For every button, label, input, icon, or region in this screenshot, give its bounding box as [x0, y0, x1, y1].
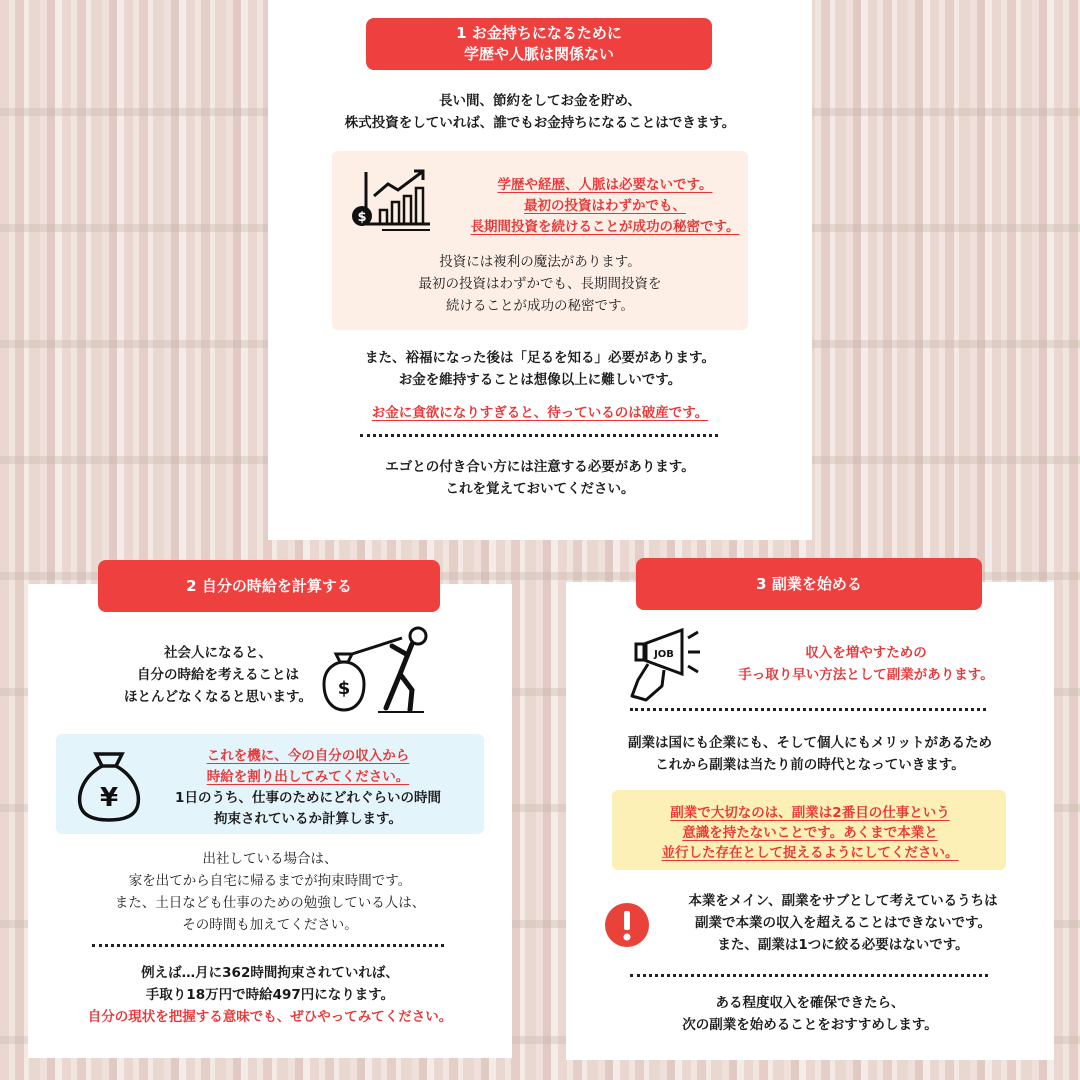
text-line: 続けることが成功の秘密です。 [446, 298, 634, 314]
money-bag-pull-icon [316, 624, 436, 718]
card-2-example [28, 962, 512, 1006]
card-1-highlight [418, 175, 792, 238]
text-line: 自分の現状を把握する意味でも、ぜひやってみてください。 [87, 1009, 453, 1025]
yen-bag-icon [74, 744, 144, 824]
card-1-middle [268, 347, 812, 391]
text-line: 拘束されているか計算します。 [214, 811, 402, 827]
svg-text:$: $ [357, 210, 367, 225]
header-line: 2 自分の時給を計算する [186, 576, 352, 595]
card-3-note [658, 890, 1028, 956]
text-line: 出社している場合は、 [202, 851, 338, 867]
warning-line: お金に貪欲になりすぎると、待っているのは破産です。 [371, 405, 709, 421]
highlight-line: 副業で大切なのは、副業は2番目の仕事という [670, 805, 950, 821]
divider [360, 434, 718, 437]
highlight-line: 並行した存在として捉えるようにしてください。 [661, 845, 959, 861]
card-2-header [98, 560, 440, 612]
text-line: 最初の投資はわずかでも、長期間投資を [418, 276, 662, 292]
text-line: これを覚えておいてください。 [445, 481, 635, 497]
card-3-body [566, 732, 1054, 776]
header-line: 学歴や人脈は関係ない [463, 45, 614, 63]
card-2-closing [28, 1006, 512, 1028]
header-line: 1 お金持ちになるために [456, 24, 622, 42]
divider [630, 708, 986, 711]
header-line: 3 副業を始める [756, 574, 862, 593]
svg-text:$: $ [337, 678, 351, 699]
divider [630, 974, 988, 977]
text-line: お金を維持することは想像以上に難しいです。 [398, 372, 682, 388]
card-1-intro [268, 90, 812, 134]
card-1-header [366, 18, 712, 70]
card-2-highlight [158, 746, 458, 788]
highlight-line: 長期間投資を続けることが成功の秘密です。 [470, 219, 740, 235]
text-line: また、副業は1つに絞る必要はないです。 [717, 937, 969, 953]
text-line: 手取り18万円で時給497円になります。 [145, 987, 395, 1003]
divider [92, 944, 444, 947]
card-3 [566, 574, 1054, 1060]
text-line: ほとんどなくなると思います。 [124, 689, 312, 705]
card-3-highlight [706, 642, 1026, 686]
card-1-closing [268, 456, 812, 500]
highlight-line: 手っ取り早い方法として副業があります。 [738, 667, 994, 683]
highlight-line: 意識を持たないことです。あくまで本業と [682, 825, 938, 841]
card-2 [28, 576, 512, 1058]
card-3-closing [566, 992, 1054, 1036]
text-line: 本業をメイン、副業をサブとして考えているうちは [688, 893, 998, 909]
highlight-line: 最初の投資はわずかでも、 [524, 198, 686, 214]
text-line: 例えば…月に362時間拘束されていれば、 [141, 965, 399, 981]
text-line: 1日のうち、仕事のためにどれぐらいの時間 [175, 790, 441, 806]
text-line: エゴとの付き合い方には注意する必要があります。 [385, 459, 695, 475]
card-1 [268, 0, 812, 540]
highlight-line: これを機に、今の自分の収入から [206, 748, 410, 764]
text-line: 長い間、節約をしてお金を貯め、 [439, 93, 641, 109]
text-line: これから副業は当たり前の時代となっていきます。 [655, 757, 965, 773]
card-1-body [268, 251, 812, 317]
text-line: ある程度収入を確保できたら、 [715, 995, 905, 1011]
megaphone-label: JOB [654, 649, 674, 660]
text-line: 株式投資をしていれば、誰でもお金持ちになることはできます。 [344, 115, 736, 131]
svg-text:¥: ¥ [99, 783, 119, 813]
text-line: 家を出てから自宅に帰るまでが拘束時間です。 [128, 873, 412, 889]
highlight-line: 収入を増やすための [805, 645, 927, 661]
text-line: 自分の時給を考えることは [137, 667, 299, 683]
text-line: 社会人になると、 [164, 645, 272, 661]
text-line: また、裕福になった後は「足るを知る」必要があります。 [365, 350, 715, 366]
text-line: その時間も加えてください。 [182, 917, 358, 933]
text-line: 投資には複利の魔法があります。 [439, 254, 641, 270]
text-line: 副業は国にも企業にも、そして個人にもメリットがあるため [628, 735, 992, 751]
highlight-line: 時給を割り出してみてください。 [206, 769, 410, 785]
text-line: 次の副業を始めることをおすすめします。 [682, 1017, 938, 1033]
highlight-line: 学歴や経歴、人脈は必要ないです。 [497, 177, 713, 193]
card-3-header [636, 558, 982, 610]
exclamation-icon [604, 902, 650, 948]
text-line: また、土日なども仕事のための勉強している人は、 [114, 895, 426, 911]
megaphone-icon [628, 624, 712, 702]
card-2-intro [88, 642, 348, 708]
card-3-yellow-text [566, 803, 1054, 863]
card-2-highlight-body [158, 788, 458, 830]
card-2-body [28, 848, 512, 936]
card-1-warning [268, 402, 812, 424]
text-line: 副業で本業の収入を超えることはできないです。 [695, 915, 991, 931]
